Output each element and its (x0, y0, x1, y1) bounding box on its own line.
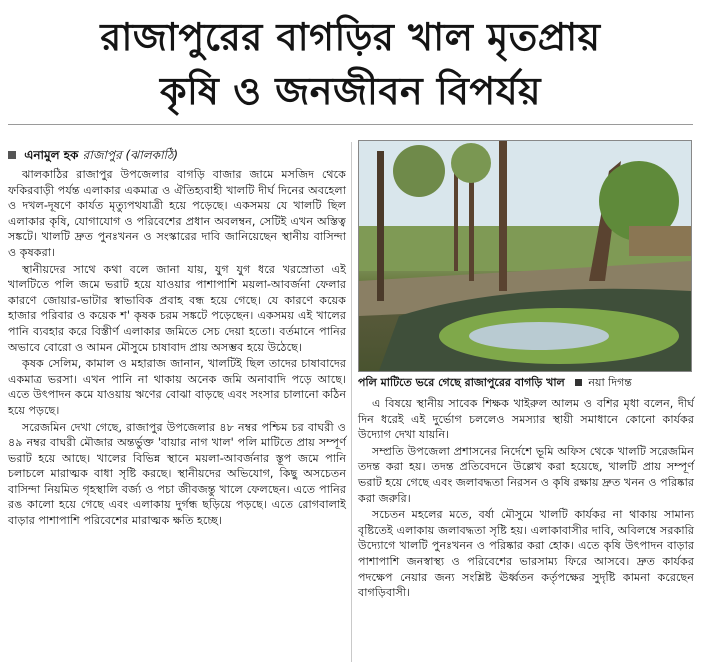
photo-caption (358, 376, 694, 390)
headline-rule (8, 124, 693, 125)
paragraph: স্থানীয়দের সাথে কথা বলে জানা যায়, যুগ যুগ ধরে খরস্রোতা এই খালটিতে পলি জমে ভরাট হয়ে যাওয়ার পাশাপাশি ময়লা-আবর্জনা ফেলার কারণে জোয়ার-ভাটার স্বাভাবিক প্রবাহ বন্ধ হয়ে গেছে। যে কারণে কয়েক হাজার পরিবার ও কয়েক শ' কৃষক চরম সঙ্কটে পড়েছেন। একসময় এই খালের পানি ব্যবহার করে বিস্তীর্ণ এলাকার জমিতে সেচ দেয়া হতো। বর্তমানে পানির অভাবে বোরো ও আমন মৌসুমে চাষাবাদ প্রায় অসম্ভব হয়ে উঠেছে। (8, 262, 346, 354)
paragraph: সচেতন মহলের মতে, বর্ষা মৌসুমে খালটি কার্যকর না থাকায় সামান্য বৃষ্টিতেই এলাকায় জলাবদ্ধতা সৃষ্টি হয়। এলাকাবাসীর দাবি, অবিলম্বে সরকারি উদ্যোগে খালটি পুনঃখনন ও পরিষ্কার করা হোক। এতে কৃষি উৎপাদন বাড়ার পাশাপাশি জনস্বাস্থ্য ও পরিবেশের ভারসাম্য ফিরে আসবে। দ্রুত কার্যকর পদক্ষেপ নেয়ার জন্য সংশ্লিষ্ট ঊর্ধ্বতন কর্তৃপক্ষের সুদৃষ্টি কামনা করেছেন বাগড়িবাসী। (358, 508, 694, 600)
column-divider (351, 142, 352, 662)
paragraph: কৃষক সেলিম, কামাল ও মহারাজ জানান, খালটিই ছিল তাদের চাষাবাদের একমাত্র ভরসা। এখন পানি না থাকায় অনেক জমি অনাবাদি পড়ে আছে। এতে উৎপাদন কমে যাওয়ায় ঋণের বোঝা বাড়ছে এবং সংসার চালানো কঠিন হয়ে পড়ছে। (8, 357, 346, 417)
canal-photo (358, 140, 692, 372)
left-column (8, 148, 346, 530)
headline (8, 10, 693, 118)
paragraph: এ বিষয়ে স্থানীয় সাবেক শিক্ষক খাইরুল আলম ও বশির মৃধা বলেন, দীর্ঘ দিন ধরেই এই দুর্ভোগ চললেও সমস্যার স্থায়ী সমাধানে কোনো কার্যকর উদ্যোগ দেখা যায়নি। (358, 397, 694, 442)
author-name: এনামুল হক (24, 148, 79, 162)
paragraph: সম্প্রতি উপজেলা প্রশাসনের নির্দেশে ভূমি অফিস থেকে খালটি সরেজমিন তদন্ত করা হয়। তদন্ত প্রতিবেদনে উল্লেখ করা হয়েছে, খালটি প্রায় সম্পূর্ণ ভরাট হয়ে গেছে এবং জলাবদ্ধতা নিরসন ও কৃষি রক্ষায় দ্রুত খনন ও পরিষ্কার করা জরুরি। (358, 444, 694, 505)
paragraph: ঝালকাঠির রাজাপুর উপজেলার বাগড়ি বাজার জামে মসজিদ থেকে ফকিরবাড়ী পর্যন্ত এলাকার একমাত্র ও ঐতিহ্যবাহী খালটি দীর্ঘ দিনের অবহেলা ও দখল-দূষণে কার্যত মৃত্যুপথযাত্রী হয়ে পড়েছে। একসময় যে খালটি ছিল এলাকার কৃষি, যোগাযোগ ও পরিবেশের প্রধান অবলম্বন, সেটিই এখন অস্তিত্ব সঙ্কটে। খালটি দ্রুত পুনঃখনন ও সংস্কারের দাবি জানিয়েছেন স্থানীয় বাসিন্দা ও কৃষকরা। (8, 168, 346, 259)
headline-line-1: রাজাপুরের বাগড়ির খাল মৃতপ্রায় (100, 15, 601, 59)
dateline-place: রাজাপুর (ঝালকাঠি) (82, 148, 179, 162)
caption-bullet-icon (575, 379, 582, 386)
byline (8, 148, 346, 163)
paragraph: সরেজমিন দেখা গেছে, রাজাপুর উপজেলার ৪৮ নম্বর পশ্চিম চর বাঘরী ও ৪৯ নম্বর বাঘরী মৌজার অন্তর্ভুক্ত 'বায়ার নাগ খাল' পলি মাটিতে প্রায় সম্পূর্ণ ভরাট হয়ে আছে। খালের বিভিন্ন স্থানে ময়লা-আবর্জনার স্তূপ জমে পানি চলাচলে মারাত্মক বাধা সৃষ্টি করছে। স্থানীয়দের অভিযোগ, কিছু অসচেতন বাসিন্দা নিয়মিত গৃহস্থালি বর্জ্য ও পচা জীবজন্তু খালে ফেলছেন। এতে পানির রঙ কালো হয়ে গেছে এবং এলাকায় দুর্গন্ধ ছড়িয়ে পড়ছে। এতে রোগবালাই বাড়ার পাশাপাশি পরিবেশের মারাত্মক ক্ষতি হচ্ছে। (8, 420, 346, 528)
right-column (358, 140, 694, 602)
canal-photo-illustration (359, 141, 691, 371)
photo-credit: নয়া দিগন্ত (588, 376, 632, 389)
byline-bullet-icon (8, 151, 16, 159)
headline-line-2: কৃষি ও জনজীবন বিপর্যয় (159, 69, 542, 113)
photo-caption-text: পলি মাটিতে ভরে গেছে রাজাপুরের বাগড়ি খাল (358, 376, 565, 389)
